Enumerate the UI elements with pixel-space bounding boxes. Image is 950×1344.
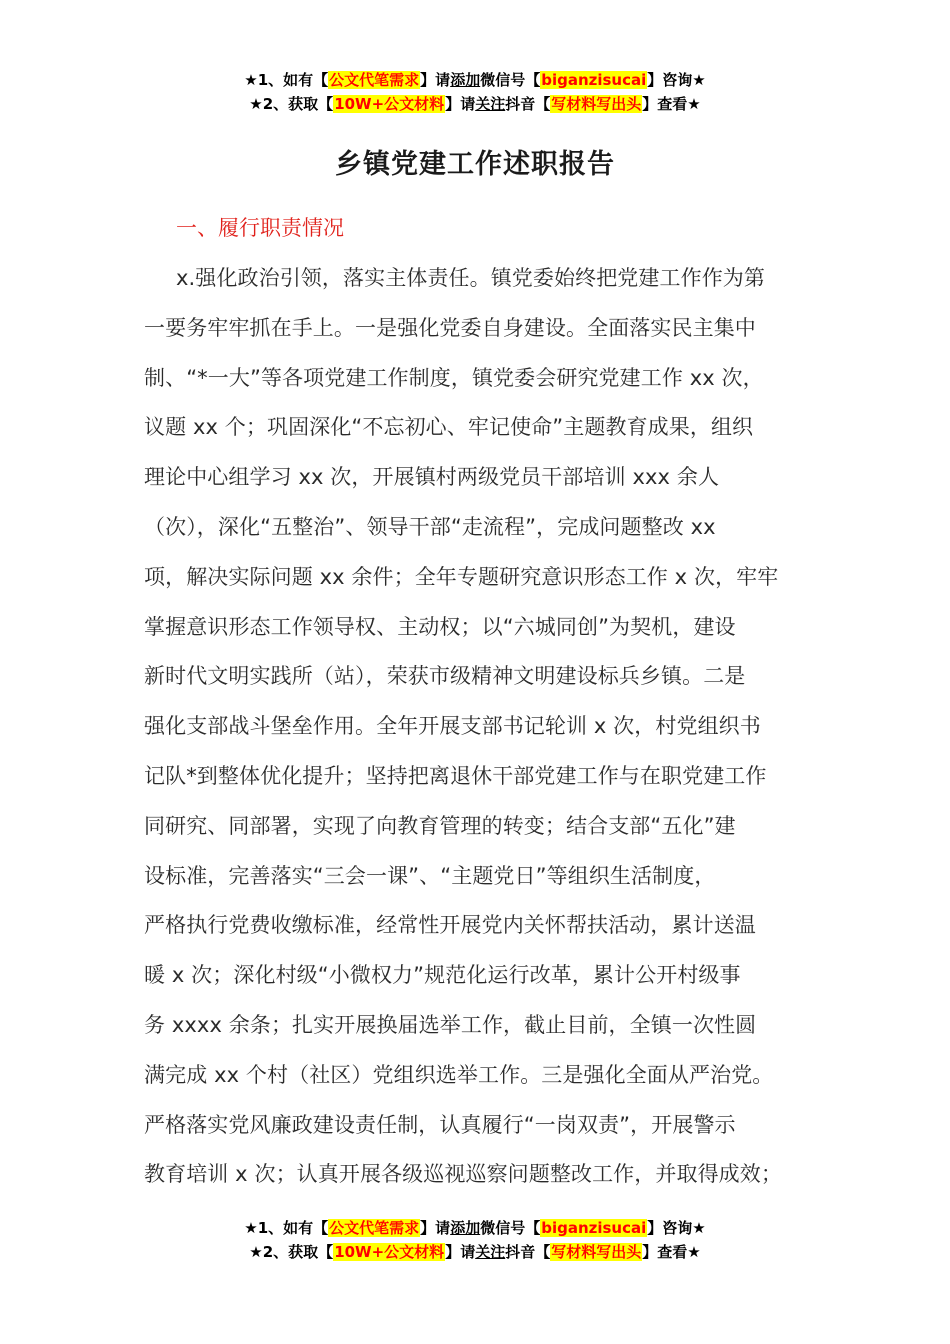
ad-line-2 [0,1242,950,1266]
paragraph-line: 强化支部战斗堡垒作用。全年开展支部书记轮训 x 次，村党组织书 [144,714,761,739]
ad-text: ★2、获取【 [249,95,334,113]
ad-banner-bottom [0,1218,950,1266]
paragraph-line: 一要务牢牢抓在手上。一是强化党委自身建设。全面落实民主集中 [144,315,756,340]
ad-text: 】查看★ [642,95,701,113]
ad-text: ★1、如有【 [244,71,329,89]
paragraph-line: 项，解决实际问题 xx 余件；全年专题研究意识形态工作 x 次，牢牢 [144,564,779,589]
ad-text: 抖音【 [505,1243,551,1261]
ad-underline: 添加 [450,71,481,89]
ad-highlight: 10W+公文材料 [334,1243,445,1261]
ad-highlight: 公文代笔需求 [329,71,420,89]
paragraph-line: x.强化政治引领，落实主体责任。镇党委始终把党建工作作为第 [176,266,766,290]
paragraph-line: 设标准，完善落实“三会一课”、“主题党日”等组织生活制度， [144,863,716,888]
paragraph-line: 务 xxxx 余条；扎实开展换届选举工作，截止目前，全镇一次性圆 [144,1012,757,1037]
paragraph-line: 教育培训 x 次；认真开展各级巡视巡察问题整改工作，并取得成效； [144,1162,782,1187]
paragraph-line: 记队*到整体优化提升；坚持把离退休干部党建工作与在职党建工作 [144,763,767,788]
ad-highlight: 写材料写出头 [551,95,642,113]
document-title: 乡镇党建工作述职报告 [335,149,615,180]
ad-highlight: 公文代笔需求 [329,1219,420,1237]
ad-banner-top [0,70,950,118]
ad-text: ★1、如有【 [244,1219,329,1237]
ad-line-2 [0,94,950,118]
body-paragraph [144,258,814,1204]
ad-text: ★2、获取【 [249,1243,334,1261]
paragraph-line: 严格落实党风廉政建设责任制，认真履行“一岗双责”，开展警示 [144,1112,736,1137]
ad-underline: 关注 [475,95,506,113]
ad-text: 】请 [445,1243,476,1261]
ad-text: 微信号【 [480,71,541,89]
paragraph-line: （次），深化“五整治”、领导干部“走流程”，完成问题整改 xx [144,514,716,539]
ad-text: 】咨询★ [647,1219,706,1237]
ad-highlight: 10W+公文材料 [334,95,445,113]
ad-underline: 添加 [450,1219,481,1237]
paragraph-line: 议题 xx 个；巩固深化“不忘初心、牢记使命”主题教育成果，组织 [144,415,754,440]
paragraph-line: 同研究、同部署，实现了向教育管理的转变；结合支部“五化”建 [144,813,736,838]
ad-text: 】请 [420,1219,451,1237]
paragraph-line: 暖 x 次；深化村级“小微权力”规范化运行改革，累计公开村级事 [144,963,741,988]
ad-line-1 [0,70,950,94]
ad-text: 】请 [420,71,451,89]
ad-text: 抖音【 [505,95,551,113]
paragraph-line: 严格执行党费收缴标准，经常性开展党内关怀帮扶活动，累计送温 [144,913,756,938]
paragraph-line: 掌握意识形态工作领导权、主动权；以“六城同创”为契机，建设 [144,614,736,639]
ad-text: 】咨询★ [647,71,706,89]
section-heading: 一、履行职责情况 [176,216,344,240]
paragraph-line: 理论中心组学习 xx 次，开展镇村两级党员干部培训 xxx 余人 [144,465,720,490]
paragraph-line: 新时代文明实践所（站），荣获市级精神文明建设标兵乡镇。二是 [144,664,746,689]
ad-highlight: biganzisucai [541,71,647,89]
ad-text: 微信号【 [480,1219,541,1237]
paragraph-line: 制、“*一大”等各项党建工作制度，镇党委会研究党建工作 xx 次， [144,365,764,390]
ad-text: 】查看★ [642,1243,701,1261]
ad-highlight: 写材料写出头 [551,1243,642,1261]
ad-underline: 关注 [475,1243,506,1261]
paragraph-line: 满完成 xx 个村（社区）党组织选举工作。三是强化全面从严治党。 [144,1062,774,1087]
ad-line-1 [0,1218,950,1242]
ad-text: 】请 [445,95,476,113]
ad-highlight: biganzisucai [541,1219,647,1237]
